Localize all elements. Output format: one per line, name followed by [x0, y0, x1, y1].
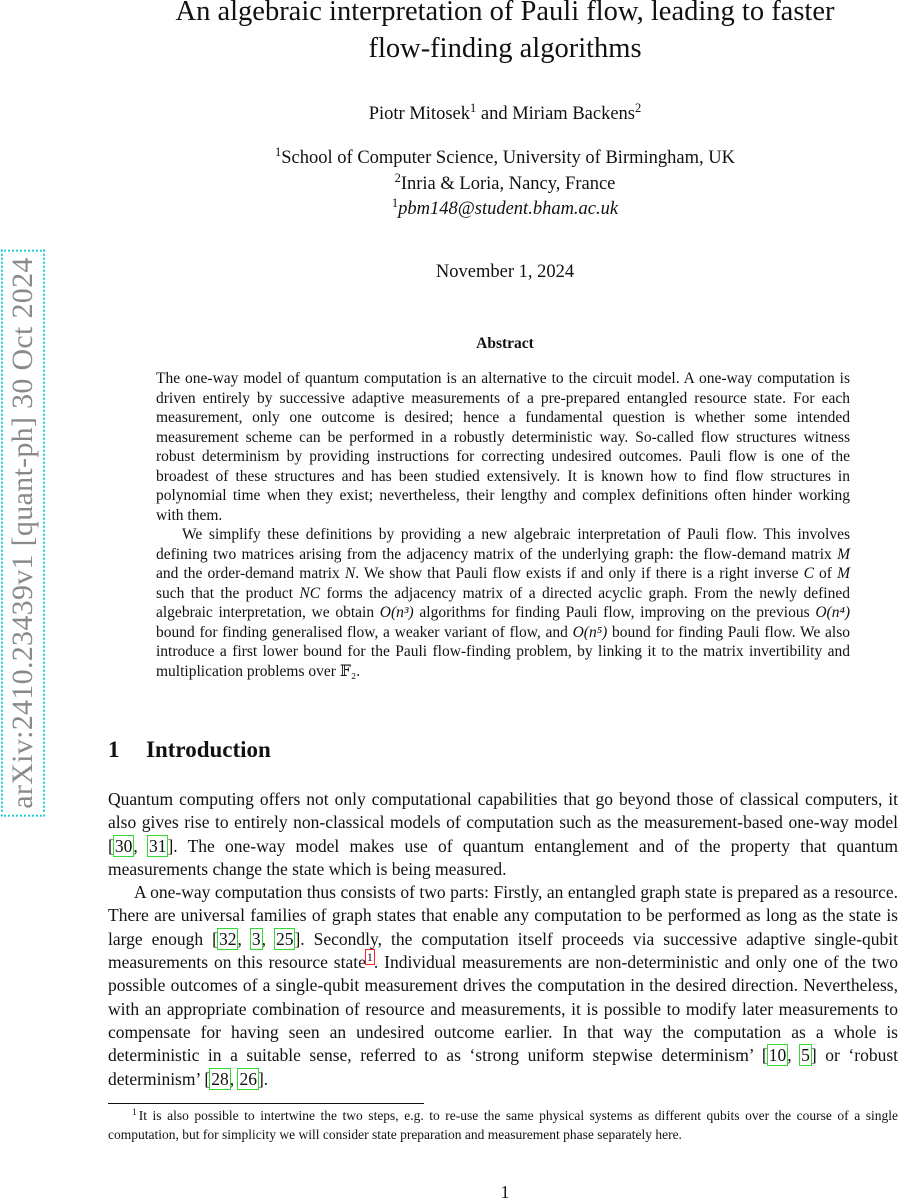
footnote-divider: [108, 1103, 424, 1104]
affiliation-2: [110, 172, 900, 196]
email-sup: 1: [391, 196, 399, 210]
citation-separator: ,: [133, 835, 148, 856]
title-line-1: An algebraic interpretation of Pauli flow, leading to faster: [175, 0, 835, 27]
author-email: [110, 197, 900, 221]
citation-link[interactable]: 28: [211, 1068, 229, 1089]
intro-text: ]. The one-way model makes use of quantum entanglement and of the property that quantum measurements change the state which is being measured.: [108, 835, 899, 879]
math-C: C: [803, 565, 814, 582]
math-o-n4: O(n⁴): [815, 604, 850, 621]
intro-body: [108, 788, 898, 1091]
abstract-text: forms the adjacency matrix of a directed acyclic graph. From the newly defined algebraic interpretation, we obtain: [156, 584, 850, 621]
intro-text: . Individual measurements are non-deterministic and only one of the two possible outcomes of a single-qubit measurement drives the computation in the desired direction. Nevertheless, with an appropriate combination of resource and measurements, it is possible to modify later measurements to compensate for having seen an undesired outcome earlier. In that way the computation as a whole is deterministic in a suitable sense, referred to as ‘strong uniform stepwise determinism’ [: [108, 952, 898, 1066]
footnote: [108, 1106, 898, 1144]
intro-text: A one-way computation thus consists of two parts: Firstly, an entangled graph state is prepared as a resource. There are universal families of graph states that enable any computation to be performed as long as the state is large enough [: [108, 882, 898, 949]
citation-link[interactable]: 32: [218, 928, 237, 949]
intro-text: ]. Secondly, the computation itself proceeds via successive adaptive single-qubit measurements on this resource state: [108, 928, 898, 973]
abstract-text: .: [356, 662, 361, 680]
abstract-text: and the order-demand matrix: [156, 565, 345, 582]
section-heading: [108, 737, 271, 763]
footnote-text: It is also possible to intertwine the two steps, e.g. to re-use the same physical systems as different qubits over the course of a single computation, but for simplicity we will consider state preparation and measurement phase separately here.: [108, 1108, 898, 1142]
math-M: M: [837, 545, 850, 563]
author-2-affiliation: 2: [635, 101, 642, 115]
abstract-paragraph-1: The one-way model of quantum computation is an alternative to the circuit model. A one-way computation is driven entirely by successive adaptive measurements of a pre-prepared entangled resource state. For each measurement, only one outcome is desired; hence a fundamental question is whether some intended measurement scheme can be performed in a robustly deterministic way. So-called flow structures witness robust determinism by providing instructions for correcting undesired outcomes. Pauli flow is one of the broadest of these structures and has been studied extensively. It is known how to find flow structures in polynomial time when they exist; nevertheless, their lengthy and complex definitions often hinder working with them.: [156, 370, 850, 524]
citation-link[interactable]: 25: [275, 928, 294, 949]
abstract-text: We simplify these definitions by providing a new algebraic interpretation of Pauli flow. This involves defining two matrices arising from the adjacency matrix of the underlying graph: the flow-demand matrix: [156, 526, 850, 563]
citation-link[interactable]: 3: [251, 928, 261, 949]
arxiv-stamp: [0, 205, 46, 860]
intro-paragraph-1: [108, 788, 898, 881]
math-o-n3: O(n³): [379, 604, 414, 621]
author-1: Piotr Mitosek: [368, 104, 470, 124]
math-f2: 𝔽₂: [339, 662, 357, 680]
page-number: 1: [500, 1182, 510, 1202]
section-number: 1: [108, 737, 120, 762]
citation-separator: ,: [787, 1045, 801, 1066]
abstract-text: algorithms for finding Pauli flow, improving on the previous: [413, 604, 816, 621]
paper-title: [110, 0, 900, 67]
citation-link[interactable]: 30: [114, 835, 133, 856]
citation-link[interactable]: 31: [148, 835, 167, 856]
intro-paragraph-2: [108, 881, 898, 1091]
citation-link[interactable]: 26: [239, 1068, 257, 1089]
affiliation-2-text: Inria & Loria, Nancy, France: [400, 174, 616, 194]
footnote-link[interactable]: 1: [366, 950, 373, 965]
abstract-paragraph-2: [156, 525, 850, 681]
math-M: M: [837, 565, 850, 582]
affiliation-1-sup: 1: [275, 145, 282, 159]
intro-text: Quantum computing offers not only computational capabilities that go beyond those of classical computers, it also gives rise to entirely non-classical models of computation such as the measurement-based one-way model [: [108, 789, 898, 856]
section-title: Introduction: [146, 737, 271, 762]
math-NC: NC: [299, 584, 321, 602]
abstract-text: . We show that Pauli flow exists if and only if there is a right inverse: [355, 565, 804, 582]
citation-separator: ,: [261, 928, 275, 949]
abstract-text: of: [813, 565, 838, 582]
abstract-text: bound for finding Pauli flow. We also introduce a first lower bound for the Pauli flow-finding problem, by linking it to the matrix invertibility and multiplication problems over: [156, 623, 850, 680]
arxiv-stamp-text: arXiv:2410.23439v1 [quant-ph] 30 Oct 2024: [1, 249, 45, 816]
citation-link[interactable]: 10: [768, 1045, 787, 1066]
author-list: [110, 101, 900, 125]
title-line-2: flow-finding algorithms: [368, 33, 642, 64]
math-N: N: [344, 565, 356, 582]
abstract-heading: Abstract: [476, 335, 534, 352]
abstract-body: [156, 369, 850, 681]
footnote-number: 1: [132, 1108, 137, 1118]
author-1-affiliation: 1: [469, 101, 477, 115]
citation-link[interactable]: 5: [801, 1045, 810, 1066]
abstract-text: bound for finding generalised flow, a weaker variant of flow, and: [156, 623, 573, 641]
citation-separator: ,: [229, 1068, 239, 1089]
author-2: Miriam Backens: [512, 104, 635, 124]
affiliation-1-text: School of Computer Science, University of Birmingham, UK: [281, 148, 735, 168]
math-o-n5: O(n⁵): [572, 623, 608, 641]
intro-text: ].: [257, 1068, 269, 1089]
affiliation-1: [110, 146, 900, 170]
author-joiner: and: [476, 104, 513, 124]
affiliation-2-sup: 2: [394, 171, 401, 185]
paper-date: November 1, 2024: [435, 262, 575, 282]
email-text: pbm148@student.bham.ac.uk: [398, 199, 619, 219]
abstract-text: such that the product: [156, 584, 300, 602]
citation-separator: ,: [237, 928, 251, 949]
intro-text: ] or ‘robust determinism’ [: [108, 1045, 899, 1089]
